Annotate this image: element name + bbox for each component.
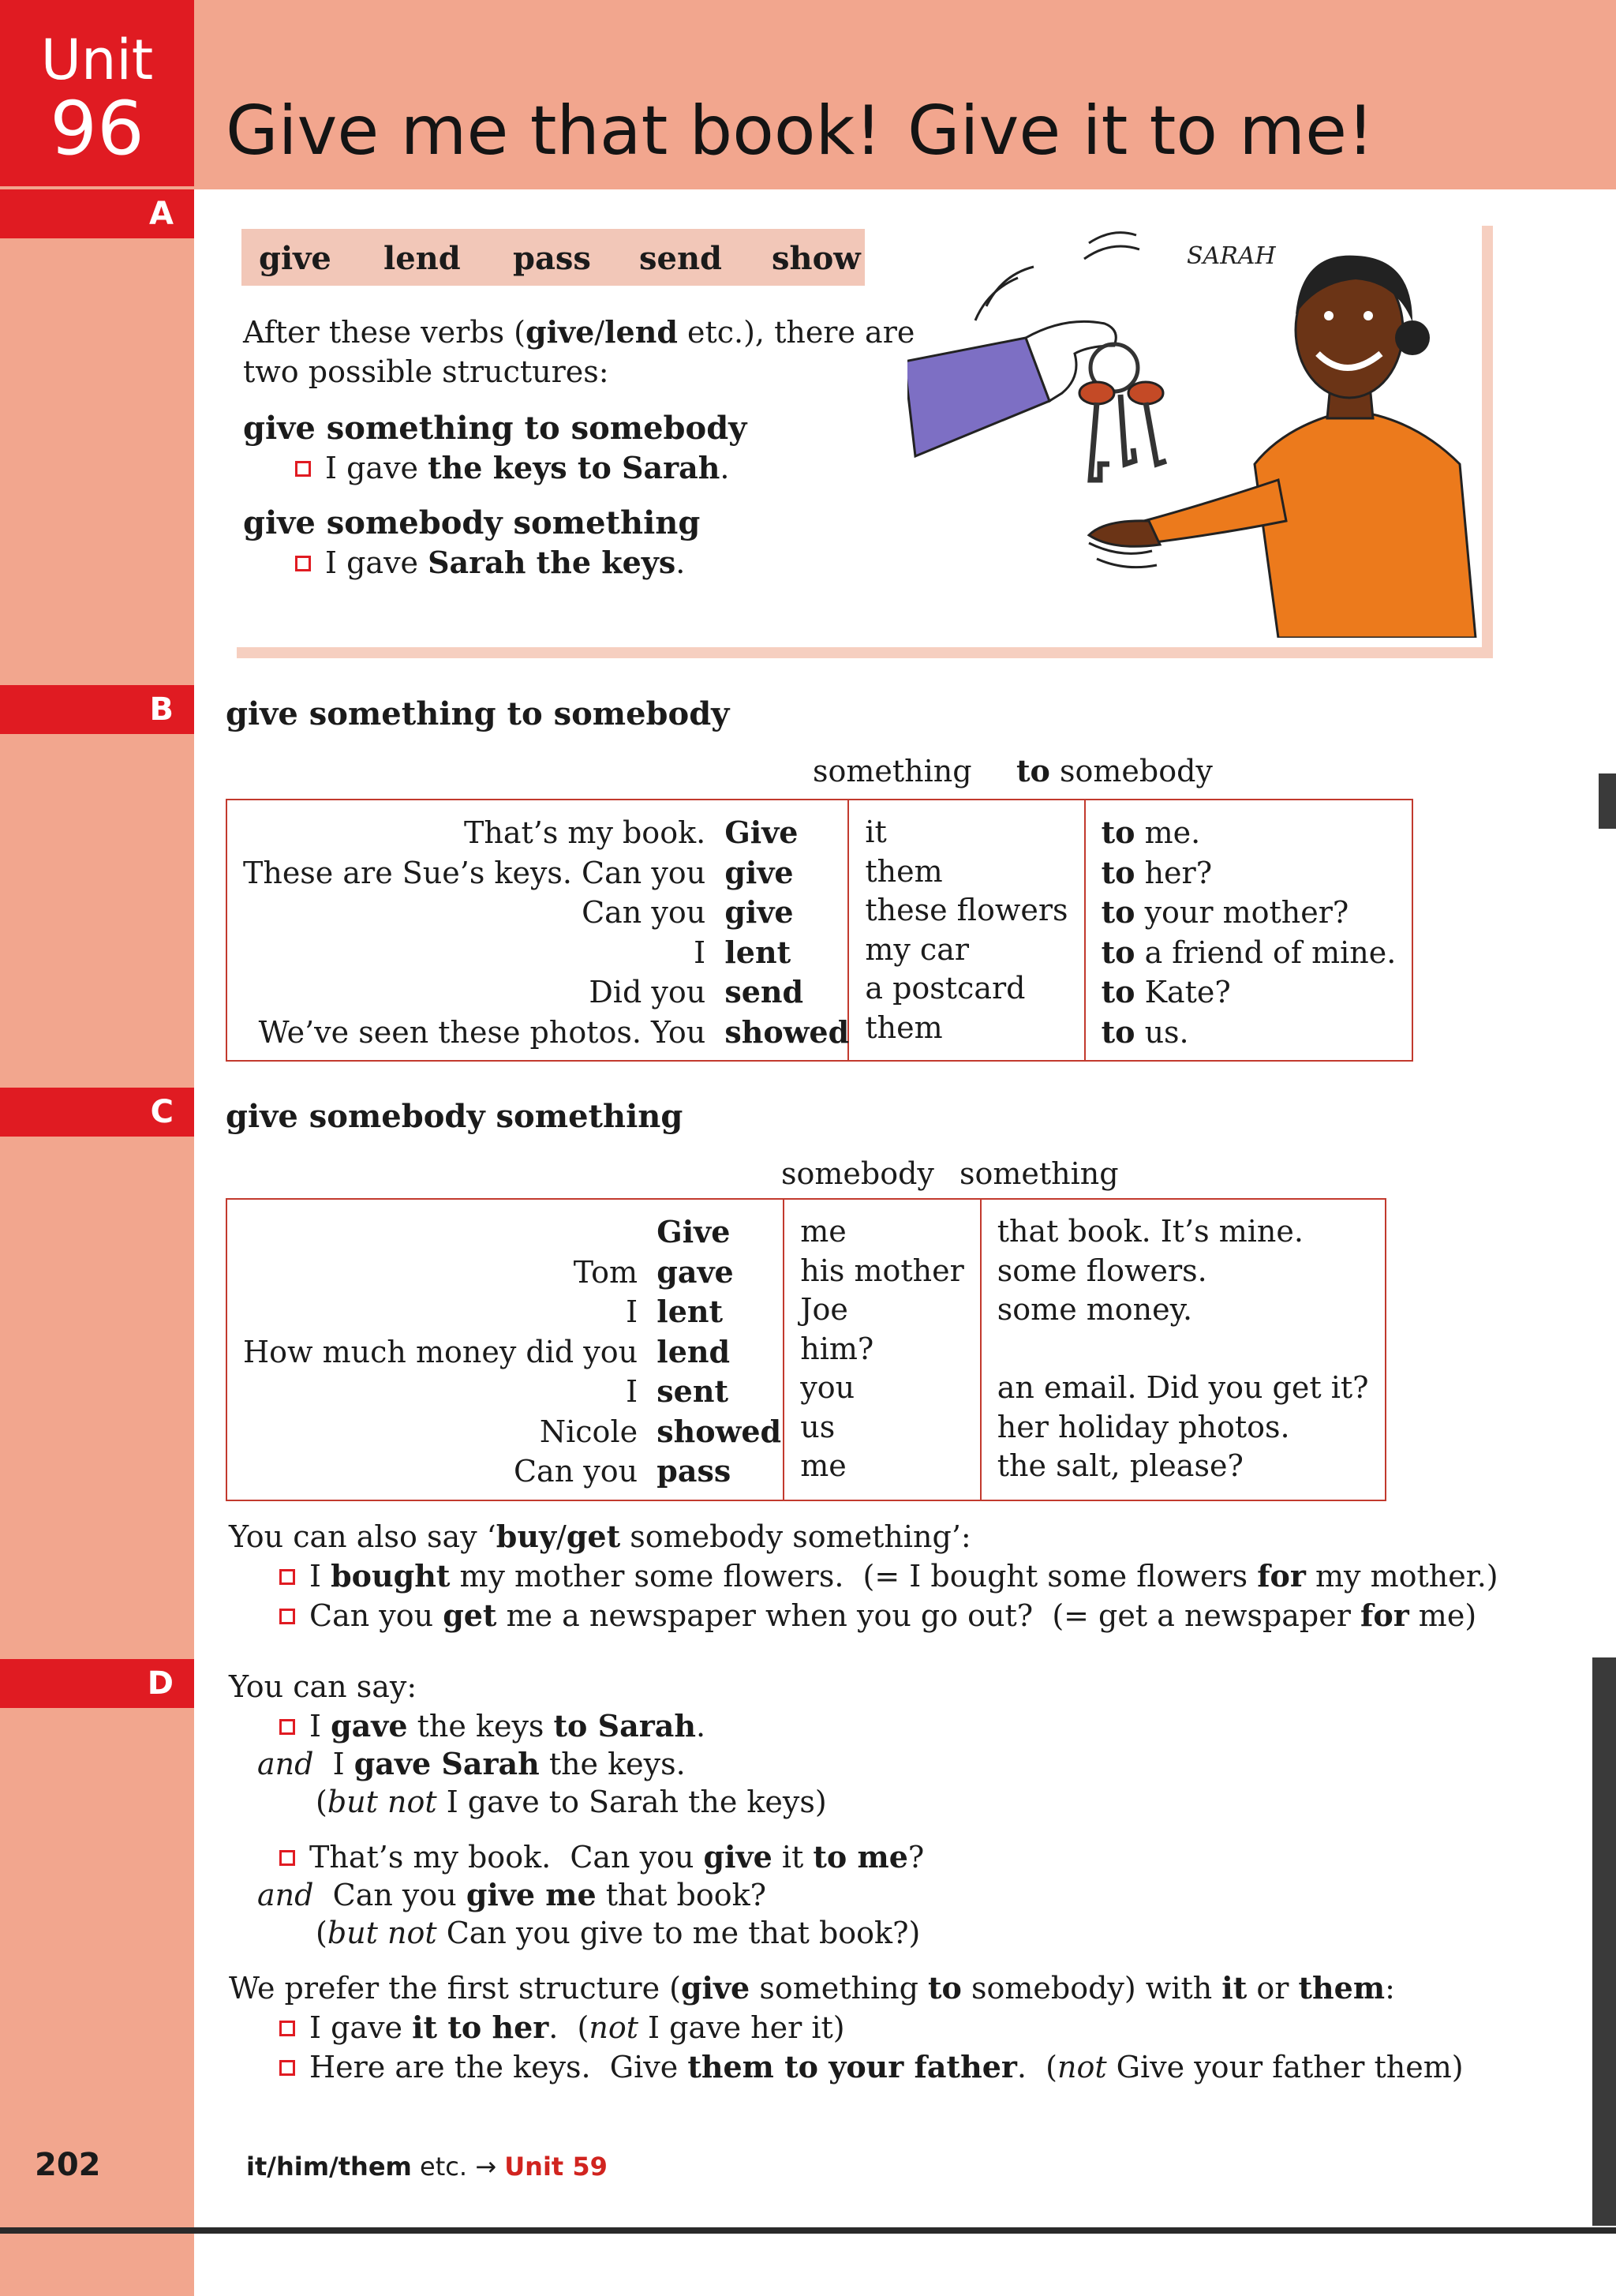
table-cell: some flowers. — [997, 1253, 1207, 1288]
example-sentence: Can you get me a newspaper when you go out? (= get a newspaper for me) — [279, 1596, 1476, 1635]
bottom-divider — [0, 2227, 1616, 2234]
unit-number: 96 — [50, 86, 144, 172]
example-sentence: That’s my book. Can you give it to me? — [279, 1837, 924, 1877]
preference-note: We prefer the first structure (give something to somebody) with it or them: — [229, 1970, 1395, 2006]
column-header-something: something — [960, 1156, 1119, 1191]
table-cell: a postcard — [865, 971, 1026, 1006]
table-row: I sent — [626, 1373, 729, 1409]
table-row: How much money did you lend — [243, 1333, 731, 1369]
table-column-lead — [226, 800, 848, 1061]
table-cell — [997, 1330, 1369, 1369]
table-cell: to her? — [1101, 854, 1213, 890]
table-give-somebody-something — [226, 1198, 1386, 1501]
table-cell: to me. — [1101, 815, 1201, 850]
page-edge-mark — [1599, 773, 1616, 829]
table-cell: his mother — [800, 1253, 964, 1288]
table-row: I lent — [626, 1294, 724, 1329]
table-give-something-to-somebody — [226, 799, 1413, 1062]
example-note: (but not I gave to Sarah the keys) — [316, 1785, 827, 1819]
buy-get-note: You can also say ‘buy/get somebody something’: — [229, 1519, 971, 1554]
table-cell: these flowers — [865, 893, 1068, 927]
table-column-to-somebody — [1085, 800, 1413, 1061]
section-tab-c: C — [0, 1088, 194, 1137]
example-sentence: and Can you give me that book? — [257, 1877, 767, 1912]
bullet-square-icon — [295, 461, 311, 477]
unit-badge — [0, 0, 194, 186]
example-sentence: I gave Sarah the keys. — [295, 543, 685, 582]
table-cell: Joe — [800, 1292, 848, 1327]
table-cell: some money. — [997, 1292, 1193, 1327]
column-header-something: something — [813, 754, 972, 788]
table-cell: an email. Did you get it? — [997, 1370, 1369, 1405]
bullet-square-icon — [279, 2060, 295, 2076]
bullet-square-icon — [279, 2021, 295, 2036]
section-b-heading: give something to somebody — [226, 695, 730, 732]
table-row: I lent — [694, 934, 791, 970]
arrow-right-icon: → — [475, 2152, 497, 2182]
table-cell: us — [800, 1409, 836, 1444]
table-cell: it — [865, 815, 887, 849]
example-note: (but not Can you give to me that book?) — [316, 1916, 921, 1950]
verb-item: pass — [513, 240, 591, 277]
table-row: Can you give — [582, 894, 794, 930]
pattern-heading-2: give somebody something — [243, 504, 701, 541]
bullet-square-icon — [279, 1569, 295, 1585]
page-title-right: Give it to me! — [907, 92, 1375, 170]
table-column-something — [848, 800, 1084, 1061]
verb-item: lend — [383, 240, 461, 277]
verb-item: show — [772, 240, 861, 277]
table-cell: them — [865, 1009, 943, 1045]
table-cell: them — [865, 853, 943, 889]
page-number: 202 — [35, 2147, 101, 2183]
table-cell: the salt, please? — [997, 1448, 1244, 1483]
table-row: That’s my book. Give — [464, 815, 799, 850]
example-sentence: I gave the keys to Sarah. — [295, 448, 729, 488]
table-row: Nicole showed — [539, 1413, 782, 1449]
bullet-square-icon — [279, 1850, 295, 1866]
table-cell: to us. — [1101, 1013, 1189, 1050]
example-sentence: and I gave Sarah the keys. — [257, 1746, 686, 1781]
table-column-something — [981, 1199, 1386, 1500]
cross-reference: it/him/them etc. → Unit 59 — [246, 2152, 608, 2182]
table-cell: him? — [800, 1331, 874, 1366]
example-sentence: I gave it to her. (not I gave her it) — [279, 2008, 845, 2047]
column-header-to-somebody: to somebody — [1016, 753, 1213, 788]
table-cell: to your mother? — [1101, 894, 1349, 930]
table-cell: her holiday photos. — [997, 1409, 1290, 1444]
example-sentence: I gave the keys to Sarah. — [279, 1706, 705, 1746]
bullet-square-icon — [295, 556, 311, 571]
table-row: We’ve seen these photos. You showed — [258, 1013, 850, 1050]
verb-item: give — [259, 240, 331, 277]
section-d-intro: You can say: — [229, 1669, 417, 1704]
section-tab-b: B — [0, 685, 194, 734]
section-tab-a: A — [0, 189, 194, 238]
table-cell: to a friend of mine. — [1101, 934, 1397, 970]
giving-keys-illustration — [907, 227, 1491, 638]
example-sentence: I bought my mother some flowers. (= I bought some flowers for my mother.) — [279, 1556, 1498, 1596]
page-title-left: Give me that book! — [226, 92, 882, 170]
table-cell: to Kate? — [1101, 974, 1231, 1009]
table-row: These are Sue’s keys. Can you give — [243, 854, 794, 890]
table-column-lead — [226, 1199, 784, 1500]
pattern-heading-1: give something to somebody — [243, 410, 747, 447]
table-column-somebody — [784, 1199, 981, 1500]
table-cell: me — [800, 1448, 847, 1483]
section-a-intro: After these verbs (give/lend etc.), there are two possible structures: — [243, 314, 915, 389]
table-cell: me — [800, 1214, 847, 1249]
table-row: Can you pass — [513, 1453, 731, 1489]
table-row: Give — [656, 1214, 731, 1249]
verb-list — [241, 229, 865, 286]
table-row: Tom gave — [573, 1253, 734, 1290]
example-sentence: Here are the keys. Give them to your father. (not Give your father them) — [279, 2047, 1464, 2087]
unit-label: Unit — [40, 28, 154, 92]
illustration-label: SARAH — [1187, 242, 1276, 270]
column-header-somebody: somebody — [781, 1156, 934, 1191]
section-tab-d: D — [0, 1659, 194, 1708]
page-edge-mark — [1592, 1657, 1616, 2226]
left-margin-strip — [0, 0, 194, 2296]
table-cell: my car — [865, 931, 970, 967]
table-cell: that book. It’s mine. — [997, 1214, 1304, 1249]
bullet-square-icon — [279, 1719, 295, 1735]
bullet-square-icon — [279, 1609, 295, 1624]
section-c-heading: give somebody something — [226, 1098, 683, 1135]
verb-item: send — [639, 240, 723, 277]
table-row: Did you send — [589, 974, 804, 1009]
table-cell: you — [800, 1370, 855, 1405]
unit-link[interactable]: Unit 59 — [504, 2152, 608, 2182]
